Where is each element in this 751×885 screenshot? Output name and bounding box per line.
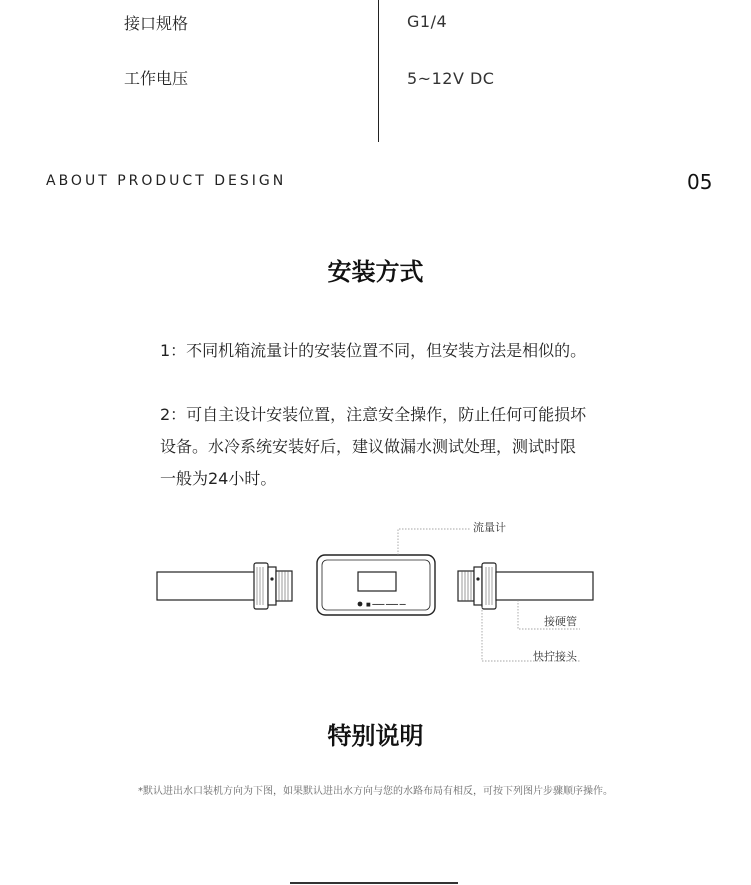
spec-value-voltage: 5~12V DC — [407, 69, 495, 88]
left-hard-tube — [157, 572, 257, 600]
spec-label-interface: 接口规格 — [124, 14, 189, 33]
page-number: 05 — [687, 170, 713, 194]
spec-divider — [378, 0, 379, 142]
spec-value-interface: G1/4 — [407, 12, 448, 31]
leader-flowmeter — [398, 529, 470, 555]
right-quick-fitting — [458, 563, 496, 609]
label-quick-fitting: 快拧接头 — [533, 650, 577, 663]
flowmeter-logo-text: ■ ━━━━ ━━━━ ━━ — [366, 602, 406, 608]
install-paragraph-2-line-2: 设备。水冷系统安装好后，建议做漏水测试处理，测试时限 — [160, 437, 577, 456]
flowmeter-device — [317, 555, 435, 615]
flowmeter-display — [358, 572, 396, 591]
label-flowmeter: 流量计 — [473, 521, 506, 534]
left-quick-fitting — [254, 563, 292, 609]
special-note: *默认进出水口装机方向为下图，如果默认进出水方向与您的水路布局有相反，可按下列图片步骤顺序操作。 — [138, 786, 613, 797]
label-hard-tube: 接硬管 — [544, 615, 577, 628]
install-paragraph-1: 1：不同机箱流量计的安装位置不同，但安装方法是相似的。 — [160, 341, 587, 360]
special-title: 特别说明 — [327, 722, 424, 750]
install-title: 安装方式 — [327, 258, 424, 286]
install-paragraph-2-line-1: 2：可自主设计安装位置，注意安全操作，防止任何可能损坏 — [160, 405, 587, 424]
section-label: ABOUT PRODUCT DESIGN — [46, 173, 287, 189]
install-paragraph-2-line-3: 一般为24小时。 — [160, 469, 277, 488]
install-paragraph-2 — [160, 399, 610, 495]
spec-label-voltage: 工作电压 — [124, 69, 189, 88]
bottom-divider — [290, 882, 458, 884]
right-hard-tube — [496, 572, 593, 600]
